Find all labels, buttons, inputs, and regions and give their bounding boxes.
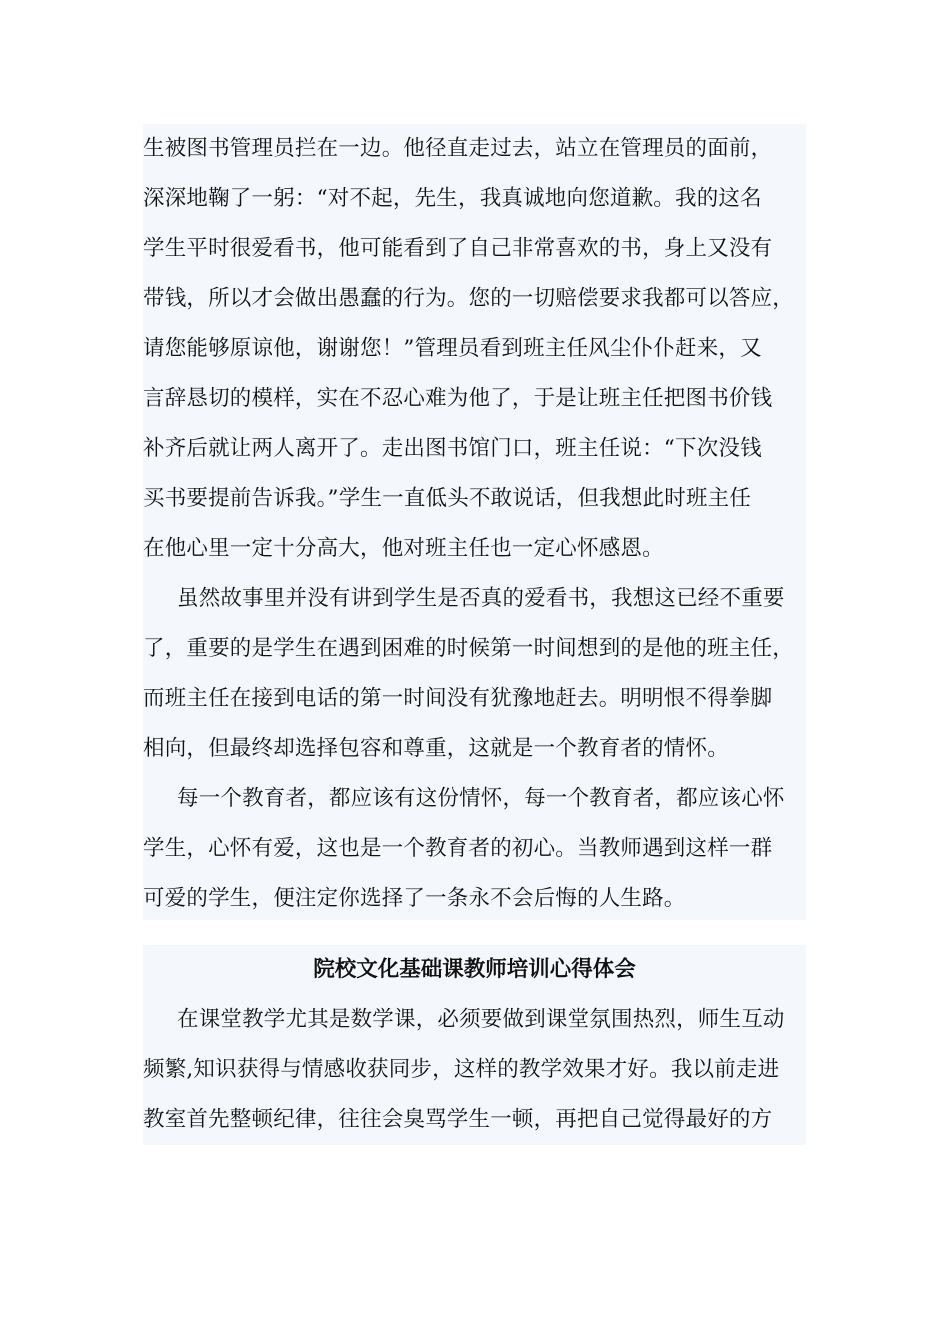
text-line: 买书要提前告诉我。”学生一直低头不敢说话，但我想此时班主任 <box>143 486 752 511</box>
text-line: 言辞恳切的模样，实在不忍心难为他了，于是让班主任把图书价钱 <box>143 386 773 411</box>
text-line: 带钱，所以才会做出愚蠢的行为。您的一切赔偿要求我都可以答应， <box>143 286 795 311</box>
text-line: 频繁,知识获得与情感收获同步，这样的教学效果才好。我以前走进 <box>143 1057 780 1082</box>
text-line: 补齐后就让两人离开了。走出图书馆门口，班主任说：“下次没钱 <box>143 436 762 461</box>
text-line: 学生，心怀有爱，这也是一个教育者的初心。当教师遇到这样一群 <box>143 836 773 861</box>
article-1-text-block <box>143 124 806 920</box>
text-line: 了，重要的是学生在遇到困难的时候第一时间想到的是他的班主任， <box>143 636 795 661</box>
text-line: 每一个教育者，都应该有这份情怀，每一个教育者，都应该心怀 <box>177 786 785 811</box>
text-line: 而班主任在接到电话的第一时间没有犹豫地赶去。明明恨不得拳脚 <box>143 686 773 711</box>
text-line: 虽然故事里并没有讲到学生是否真的爱看书，我想这已经不重要 <box>177 586 785 611</box>
text-line: 教室首先整顿纪律，往往会臭骂学生一顿，再把自己觉得最好的方 <box>143 1107 773 1132</box>
text-line: 在他心里一定十分高大，他对班主任也一定心怀感恩。 <box>143 536 664 561</box>
article-title: 院校文化基础课教师培训心得体会 <box>313 957 636 982</box>
text-line: 可爱的学生，便注定你选择了一条永不会后悔的人生路。 <box>143 886 686 911</box>
text-line: 请您能够原谅他，谢谢您！”管理员看到班主任风尘仆仆赶来，又 <box>143 336 762 361</box>
text-line: 在课堂教学尤其是数学课，必须要做到课堂氛围热烈，师生互动 <box>177 1007 785 1032</box>
text-line: 生被图书管理员拦在一边。他径直走过去，站立在管理员的面前， <box>143 136 773 161</box>
text-line: 深深地鞠了一躬：“对不起，先生，我真诚地向您道歉。我的这名 <box>143 186 762 211</box>
article-2-text-block <box>143 945 806 1145</box>
text-line: 学生平时很爱看书，他可能看到了自己非常喜欢的书，身上又没有 <box>143 236 773 261</box>
text-line: 相向，但最终却选择包容和尊重，这就是一个教育者的情怀。 <box>143 736 729 761</box>
